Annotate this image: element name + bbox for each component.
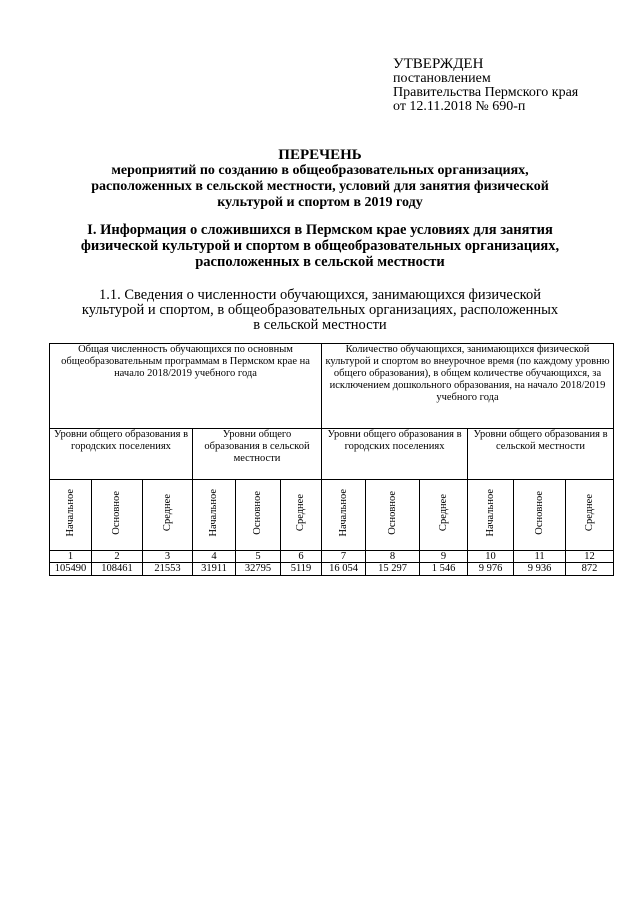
column-number: 1 xyxy=(50,551,92,563)
group-urban-sport: Уровни общего образования в городских поселениях xyxy=(322,429,468,480)
level-header: Среднее xyxy=(143,480,193,551)
levels-row xyxy=(50,480,614,551)
approval-line-3: от 12.11.2018 № 690-п xyxy=(393,99,526,114)
column-number: 5 xyxy=(236,551,281,563)
value-cell: 16 054 xyxy=(322,563,366,576)
document-subtitle: мероприятий по созданию в общеобразовательных организациях, расположенных в сельской местности, условий для занятия физической культурой и спортом в 2019 году xyxy=(91,163,549,210)
level-header: Основное xyxy=(366,480,420,551)
column-number: 2 xyxy=(92,551,143,563)
level-header: Начальное xyxy=(50,480,92,551)
level-header: Среднее xyxy=(566,480,614,551)
students-table xyxy=(49,343,614,576)
approval-line-1: постановлением xyxy=(393,71,491,86)
value-cell: 15 297 xyxy=(366,563,420,576)
value-cell: 1 546 xyxy=(420,563,468,576)
value-cell: 9 976 xyxy=(468,563,514,576)
column-number: 10 xyxy=(468,551,514,563)
level-header: Среднее xyxy=(281,480,322,551)
value-cell: 32795 xyxy=(236,563,281,576)
section-heading: I. Информация о сложившихся в Пермском крае условиях для занятия физической культурой и спортом в общеобразовательных организациях, расположенных в сельской местности xyxy=(80,222,560,270)
column-number: 8 xyxy=(366,551,420,563)
level-header: Основное xyxy=(236,480,281,551)
column-number: 3 xyxy=(143,551,193,563)
group-rural-sport: Уровни общего образования в сельской местности xyxy=(468,429,614,480)
column-number: 11 xyxy=(514,551,566,563)
value-cell: 9 936 xyxy=(514,563,566,576)
level-header: Среднее xyxy=(420,480,468,551)
column-numbers-row xyxy=(50,551,614,563)
header-total-students: Общая численность обучающихся по основным общеобразовательным программам в Пермском крае на начало 2018/2019 учебного года xyxy=(50,344,322,429)
level-header: Начальное xyxy=(468,480,514,551)
value-cell: 5119 xyxy=(281,563,322,576)
group-rural-total: Уровни общего образования в сельской местности xyxy=(193,429,322,480)
approval-line-2: Правительства Пермского края xyxy=(393,85,579,100)
level-header: Начальное xyxy=(322,480,366,551)
header-sport-students: Количество обучающихся, занимающихся физической культурой и спортом во внеурочное время (по каждому уровню общего образования), в общем количестве обучающихся, за исключением дошкольного образования, на начало 2018/2019 учебного года xyxy=(322,344,614,429)
approval-stamp xyxy=(393,56,633,114)
column-number: 12 xyxy=(566,551,614,563)
subsection-heading: 1.1. Сведения о численности обучающихся, занимающихся физической культурой и спортом, в общеобразовательных организациях, расположенных в сельской местности xyxy=(81,287,559,333)
approval-title: УТВЕРЖДЕН xyxy=(393,56,484,72)
document-title: ПЕРЕЧЕНЬ xyxy=(278,147,362,163)
column-number: 9 xyxy=(420,551,468,563)
column-number: 6 xyxy=(281,551,322,563)
value-cell: 872 xyxy=(566,563,614,576)
value-cell: 108461 xyxy=(92,563,143,576)
group-urban-total: Уровни общего образования в городских поселениях xyxy=(50,429,193,480)
level-header: Основное xyxy=(514,480,566,551)
value-cell: 21553 xyxy=(143,563,193,576)
column-number: 7 xyxy=(322,551,366,563)
level-header: Начальное xyxy=(193,480,236,551)
column-number: 4 xyxy=(193,551,236,563)
level-header: Основное xyxy=(92,480,143,551)
value-cell: 105490 xyxy=(50,563,92,576)
value-cell: 31911 xyxy=(193,563,236,576)
values-row xyxy=(50,563,614,576)
